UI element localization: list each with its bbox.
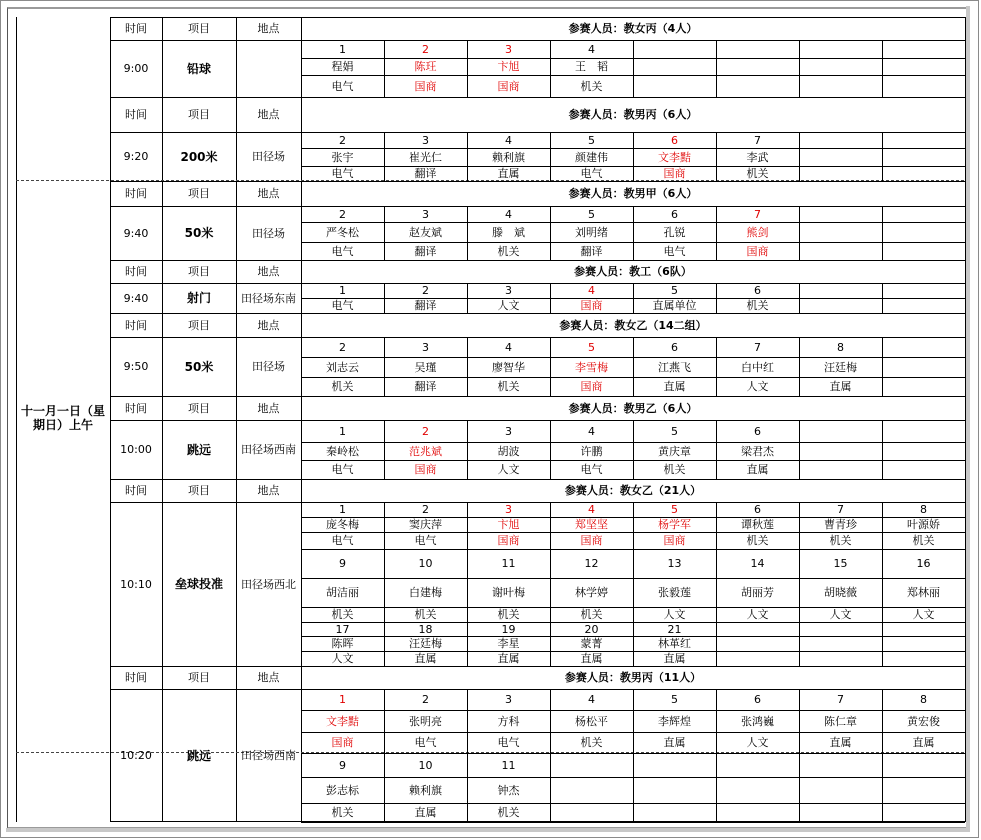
participant-unit: 翻译 <box>414 167 437 180</box>
participant-name: 林革红 <box>658 637 691 650</box>
event-header: 项目 <box>188 265 210 278</box>
event-name: 50米 <box>184 359 214 374</box>
participant-unit: 翻译 <box>414 380 437 393</box>
participant-number: 5 <box>671 424 678 438</box>
participant-number: 4 <box>505 207 512 221</box>
participant-name: 胡波 <box>497 444 520 458</box>
participant-number: 4 <box>505 133 512 147</box>
participant-name: 曹青珍 <box>824 518 857 531</box>
participant-number: 7 <box>837 503 844 516</box>
participant-name: 蒙菁 <box>580 637 603 650</box>
participant-name: 赖利旗 <box>492 150 525 164</box>
team-number: 5 <box>671 284 678 297</box>
participant-number: 8 <box>920 693 927 706</box>
event-header: 项目 <box>188 401 210 415</box>
participant-name: 张鸿巍 <box>741 714 774 728</box>
participant-unit: 人文 <box>912 608 935 621</box>
venue: 田径场 <box>252 150 285 163</box>
participant-unit: 机关 <box>829 534 852 547</box>
participant-unit: 电气 <box>497 736 520 749</box>
start-time: 9:20 <box>123 150 149 163</box>
participant-name: 彭志标 <box>326 783 359 797</box>
participant-name: 李雪梅 <box>575 360 608 374</box>
participant-unit: 人文 <box>746 380 769 393</box>
participant-name: 黄宏俊 <box>907 714 940 728</box>
participant-unit: 直属 <box>912 736 935 749</box>
place-header: 地点 <box>257 108 280 121</box>
participant-number: 19 <box>501 622 516 636</box>
participant-number: 2 <box>339 133 346 147</box>
participant-number: 6 <box>754 503 761 516</box>
venue: 田径场 <box>252 226 285 240</box>
participant-name: 程娟 <box>331 60 354 73</box>
participant-name: 杨学军 <box>658 518 691 531</box>
start-time: 10:10 <box>120 577 152 591</box>
event-name: 射门 <box>186 291 211 305</box>
participant-number: 10 <box>418 557 433 570</box>
participant-name: 赵友斌 <box>409 225 442 239</box>
participant-number: 7 <box>754 207 761 221</box>
participant-unit: 电气 <box>580 463 603 476</box>
participant-unit: 机关 <box>580 736 603 749</box>
participant-number: 13 <box>667 557 682 570</box>
participant-number: 9 <box>339 758 346 772</box>
event-name: 跳远 <box>186 442 211 457</box>
participant-unit: 国商 <box>497 534 520 547</box>
participants-title: 参赛人员：教工（6队） <box>574 265 692 278</box>
participant-name: 陈仁章 <box>824 714 857 728</box>
participant-name: 胡洁丽 <box>326 586 359 599</box>
participant-name: 许鹏 <box>580 444 603 458</box>
time-header: 时间 <box>125 265 147 278</box>
participant-name: 范兆斌 <box>409 444 442 458</box>
place-header: 地点 <box>257 484 280 497</box>
participant-unit: 直属 <box>414 652 437 665</box>
participant-unit: 机关 <box>497 806 520 819</box>
venue: 田径场西南 <box>241 749 296 762</box>
team-unit: 国商 <box>580 299 603 312</box>
participant-unit: 机关 <box>331 380 354 393</box>
participant-name: 李武 <box>746 150 769 164</box>
participant-unit: 电气 <box>331 534 354 547</box>
participant-unit: 人文 <box>497 463 520 476</box>
participant-unit: 电气 <box>331 463 354 476</box>
participant-name: 张明亮 <box>409 714 442 728</box>
venue: 田径场 <box>252 360 285 373</box>
start-time: 10:20 <box>120 749 152 762</box>
participant-number: 8 <box>837 340 844 354</box>
participant-unit: 国商 <box>663 534 686 547</box>
participant-name: 赖利旗 <box>409 783 442 797</box>
participant-unit: 机关 <box>580 608 603 621</box>
venue: 田径场东南 <box>241 291 296 305</box>
place-header: 地点 <box>257 187 280 200</box>
participant-number: 14 <box>750 557 765 570</box>
participant-unit: 电气 <box>414 534 437 547</box>
participant-number: 7 <box>837 693 844 706</box>
participant-number: 2 <box>422 42 429 56</box>
participant-name: 秦岭松 <box>326 444 359 458</box>
event-header: 项目 <box>188 108 210 121</box>
participant-unit: 人文 <box>746 736 769 749</box>
participant-name: 胡丽芳 <box>741 586 774 599</box>
participant-name: 白中红 <box>741 360 774 374</box>
participant-name: 汪廷梅 <box>409 637 442 650</box>
start-time: 9:00 <box>123 62 149 75</box>
participant-unit: 翻译 <box>414 244 437 258</box>
participant-name: 钟杰 <box>497 783 520 797</box>
participant-number: 6 <box>671 133 678 147</box>
participant-unit: 电气 <box>331 79 354 93</box>
participant-name: 张毅莲 <box>658 586 691 599</box>
venue: 田径场西北 <box>241 577 296 591</box>
place-header: 地点 <box>257 671 280 684</box>
participant-unit: 国商 <box>580 380 603 393</box>
date-label: 十一月一日（星期日）上午 <box>20 404 105 432</box>
place-header: 地点 <box>257 22 280 35</box>
participant-number: 5 <box>671 503 678 516</box>
participant-name: 郑林丽 <box>907 586 940 599</box>
participant-number: 3 <box>505 42 512 56</box>
participant-number: 4 <box>588 693 595 706</box>
participant-number: 4 <box>588 424 595 438</box>
team-number: 1 <box>339 284 346 297</box>
participant-name: 卞旭 <box>497 60 520 73</box>
participant-number: 5 <box>671 693 678 706</box>
team-number: 3 <box>505 284 512 297</box>
participant-number: 9 <box>339 557 346 570</box>
event-header: 项目 <box>188 187 210 200</box>
participant-name: 江燕飞 <box>658 360 691 374</box>
participant-unit: 国商 <box>580 534 603 547</box>
participant-name: 谭秋莲 <box>741 518 774 531</box>
event-name: 垒球投准 <box>174 577 223 591</box>
venue <box>236 40 301 97</box>
team-unit: 直属单位 <box>652 299 697 312</box>
participant-name: 刘志云 <box>326 360 359 374</box>
participants-title: 参赛人员：教女乙（21人） <box>564 484 702 497</box>
event-header: 项目 <box>188 22 210 35</box>
participant-name: 梁君杰 <box>741 444 774 458</box>
participant-name: 黄庆章 <box>658 444 691 458</box>
participant-number: 3 <box>422 133 429 147</box>
team-unit: 电气 <box>331 299 354 312</box>
participant-unit: 国商 <box>414 79 437 93</box>
start-time: 9:40 <box>123 226 149 240</box>
participant-name: 杨松平 <box>575 714 608 728</box>
participant-unit: 机关 <box>497 244 520 258</box>
participant-name: 张宇 <box>331 150 354 164</box>
participant-unit: 机关 <box>746 167 769 180</box>
participant-name: 孔锐 <box>663 225 686 239</box>
participant-unit: 人文 <box>829 608 852 621</box>
event-header: 项目 <box>188 484 210 497</box>
participant-name: 汪廷梅 <box>824 360 857 374</box>
participant-unit: 机关 <box>912 534 935 547</box>
participant-number: 1 <box>339 424 346 438</box>
participant-name: 文李黠 <box>658 150 691 164</box>
participants-title: 参赛人员：教男甲（6人） <box>568 187 698 200</box>
participant-number: 2 <box>339 340 346 354</box>
participant-number: 18 <box>418 622 433 636</box>
participant-number: 3 <box>505 693 512 706</box>
participant-unit: 机关 <box>663 463 686 476</box>
participant-unit: 人文 <box>746 608 769 621</box>
participant-number: 11 <box>501 557 516 570</box>
team-number: 4 <box>588 284 595 297</box>
participant-unit: 国商 <box>497 79 520 93</box>
start-time: 9:50 <box>123 360 149 373</box>
participant-name: 郑坚坚 <box>575 518 608 531</box>
participant-number: 4 <box>505 340 512 354</box>
participant-unit: 国商 <box>746 244 769 258</box>
participant-unit: 机关 <box>497 380 520 393</box>
participant-number: 3 <box>505 424 512 438</box>
participant-unit: 翻译 <box>580 244 603 258</box>
time-header: 时间 <box>125 187 147 200</box>
participant-number: 11 <box>501 758 516 772</box>
participants-title: 参赛人员：教男丙（6人） <box>568 108 698 121</box>
participant-number: 1 <box>339 693 346 706</box>
participant-unit: 电气 <box>331 244 354 258</box>
time-header: 时间 <box>125 318 147 332</box>
participant-name: 胡晓薇 <box>824 586 857 599</box>
participant-name: 滕 斌 <box>492 225 525 239</box>
time-header: 时间 <box>125 671 147 684</box>
participants-title: 参赛人员：教男丙（11人） <box>564 671 702 684</box>
participant-name: 刘明绪 <box>575 225 608 239</box>
participant-number: 5 <box>588 207 595 221</box>
start-time: 9:40 <box>123 291 149 305</box>
participant-number: 4 <box>588 503 595 516</box>
participant-number: 7 <box>754 340 761 354</box>
participant-name: 颜建伟 <box>575 150 608 164</box>
participant-unit: 直属 <box>497 652 520 665</box>
participant-number: 16 <box>916 557 931 570</box>
participant-unit: 直属 <box>829 736 852 749</box>
place-header: 地点 <box>257 265 280 278</box>
participant-unit: 机关 <box>746 534 769 547</box>
participant-name: 林学婷 <box>575 586 608 599</box>
participant-number: 8 <box>920 503 927 516</box>
participant-name: 陈玨 <box>414 60 437 73</box>
participant-number: 6 <box>671 340 678 354</box>
event-header: 项目 <box>188 671 210 684</box>
participant-number: 7 <box>754 133 761 147</box>
participant-number: 2 <box>422 503 429 516</box>
event-name: 200米 <box>180 149 218 164</box>
participant-unit: 直属 <box>497 167 520 180</box>
participant-name: 方科 <box>497 714 520 728</box>
time-header: 时间 <box>125 22 147 35</box>
participant-unit: 国商 <box>331 736 354 749</box>
participant-name: 李星 <box>497 637 520 650</box>
participant-unit: 直属 <box>414 806 437 819</box>
participant-number: 20 <box>584 622 599 636</box>
participant-unit: 直属 <box>829 380 852 393</box>
participant-unit: 直属 <box>746 463 769 476</box>
participant-name: 廖智华 <box>492 360 525 374</box>
participant-number: 6 <box>754 693 761 706</box>
participant-name: 崔光仁 <box>409 150 442 164</box>
team-unit: 人文 <box>497 299 520 312</box>
time-header: 时间 <box>125 401 147 415</box>
team-number: 2 <box>422 284 429 297</box>
participant-unit: 直属 <box>663 652 686 665</box>
team-unit: 翻译 <box>414 299 437 312</box>
event-name: 50米 <box>184 226 214 240</box>
start-time: 10:00 <box>120 443 152 456</box>
participant-unit: 人文 <box>331 652 354 665</box>
participant-name: 王 韬 <box>575 60 608 73</box>
participant-name: 窦庆萍 <box>409 518 442 531</box>
participant-unit: 电气 <box>663 244 686 258</box>
participant-name: 叶源娇 <box>907 518 940 531</box>
participant-number: 4 <box>588 42 595 56</box>
participant-unit: 直属 <box>663 736 686 749</box>
team-number: 6 <box>754 284 761 297</box>
participant-name: 严冬松 <box>326 225 359 239</box>
participant-number: 6 <box>754 424 761 438</box>
participant-name: 谢叶梅 <box>492 586 525 599</box>
participant-unit: 电气 <box>414 736 437 749</box>
participant-unit: 国商 <box>414 463 437 476</box>
time-header: 时间 <box>125 484 147 497</box>
participant-number: 2 <box>422 424 429 438</box>
event-name: 铅球 <box>186 61 211 76</box>
participant-unit: 直属 <box>580 652 603 665</box>
place-header: 地点 <box>257 401 280 415</box>
participant-number: 15 <box>833 557 848 570</box>
participant-number: 6 <box>671 207 678 221</box>
participant-number: 3 <box>422 340 429 354</box>
participant-name: 卞旭 <box>497 518 520 531</box>
participant-name: 庞冬梅 <box>326 518 359 531</box>
venue: 田径场西南 <box>241 443 296 456</box>
participants-title: 参赛人员：教女乙（14二组） <box>559 318 707 332</box>
participant-number: 2 <box>422 693 429 706</box>
participants-title: 参赛人员：教男乙（6人） <box>568 401 698 415</box>
participant-unit: 电气 <box>331 167 354 180</box>
event-name: 跳远 <box>186 748 211 763</box>
participant-name: 吴瑾 <box>414 360 437 374</box>
time-header: 时间 <box>125 108 147 121</box>
participant-number: 10 <box>418 758 433 772</box>
participant-number: 2 <box>339 207 346 221</box>
participant-unit: 国商 <box>663 167 686 180</box>
participant-unit: 人文 <box>663 608 686 621</box>
participant-number: 17 <box>335 622 350 636</box>
event-header: 项目 <box>188 318 210 332</box>
participant-name: 李辉煌 <box>658 714 691 728</box>
participant-number: 5 <box>588 133 595 147</box>
team-unit: 机关 <box>746 299 769 312</box>
participant-number: 1 <box>339 42 346 56</box>
participant-name: 白建梅 <box>409 586 442 599</box>
participants-title: 参赛人员：教女丙（4人） <box>568 22 698 35</box>
participant-number: 1 <box>339 503 346 516</box>
participant-unit: 机关 <box>414 608 437 621</box>
participant-number: 12 <box>584 557 599 570</box>
participant-number: 3 <box>422 207 429 221</box>
participant-name: 熊剑 <box>746 225 769 239</box>
participant-unit: 电气 <box>580 167 603 180</box>
place-header: 地点 <box>257 318 280 332</box>
participant-unit: 机关 <box>331 806 354 819</box>
participant-number: 3 <box>505 503 512 516</box>
participant-number: 5 <box>588 340 595 354</box>
participant-unit: 机关 <box>497 608 520 621</box>
participant-number: 21 <box>667 622 682 636</box>
participant-unit: 机关 <box>580 79 603 93</box>
participant-name: 陈晖 <box>331 637 354 650</box>
participant-name: 文李黠 <box>326 714 359 728</box>
participant-unit: 机关 <box>331 608 354 621</box>
participant-unit: 直属 <box>663 380 686 393</box>
